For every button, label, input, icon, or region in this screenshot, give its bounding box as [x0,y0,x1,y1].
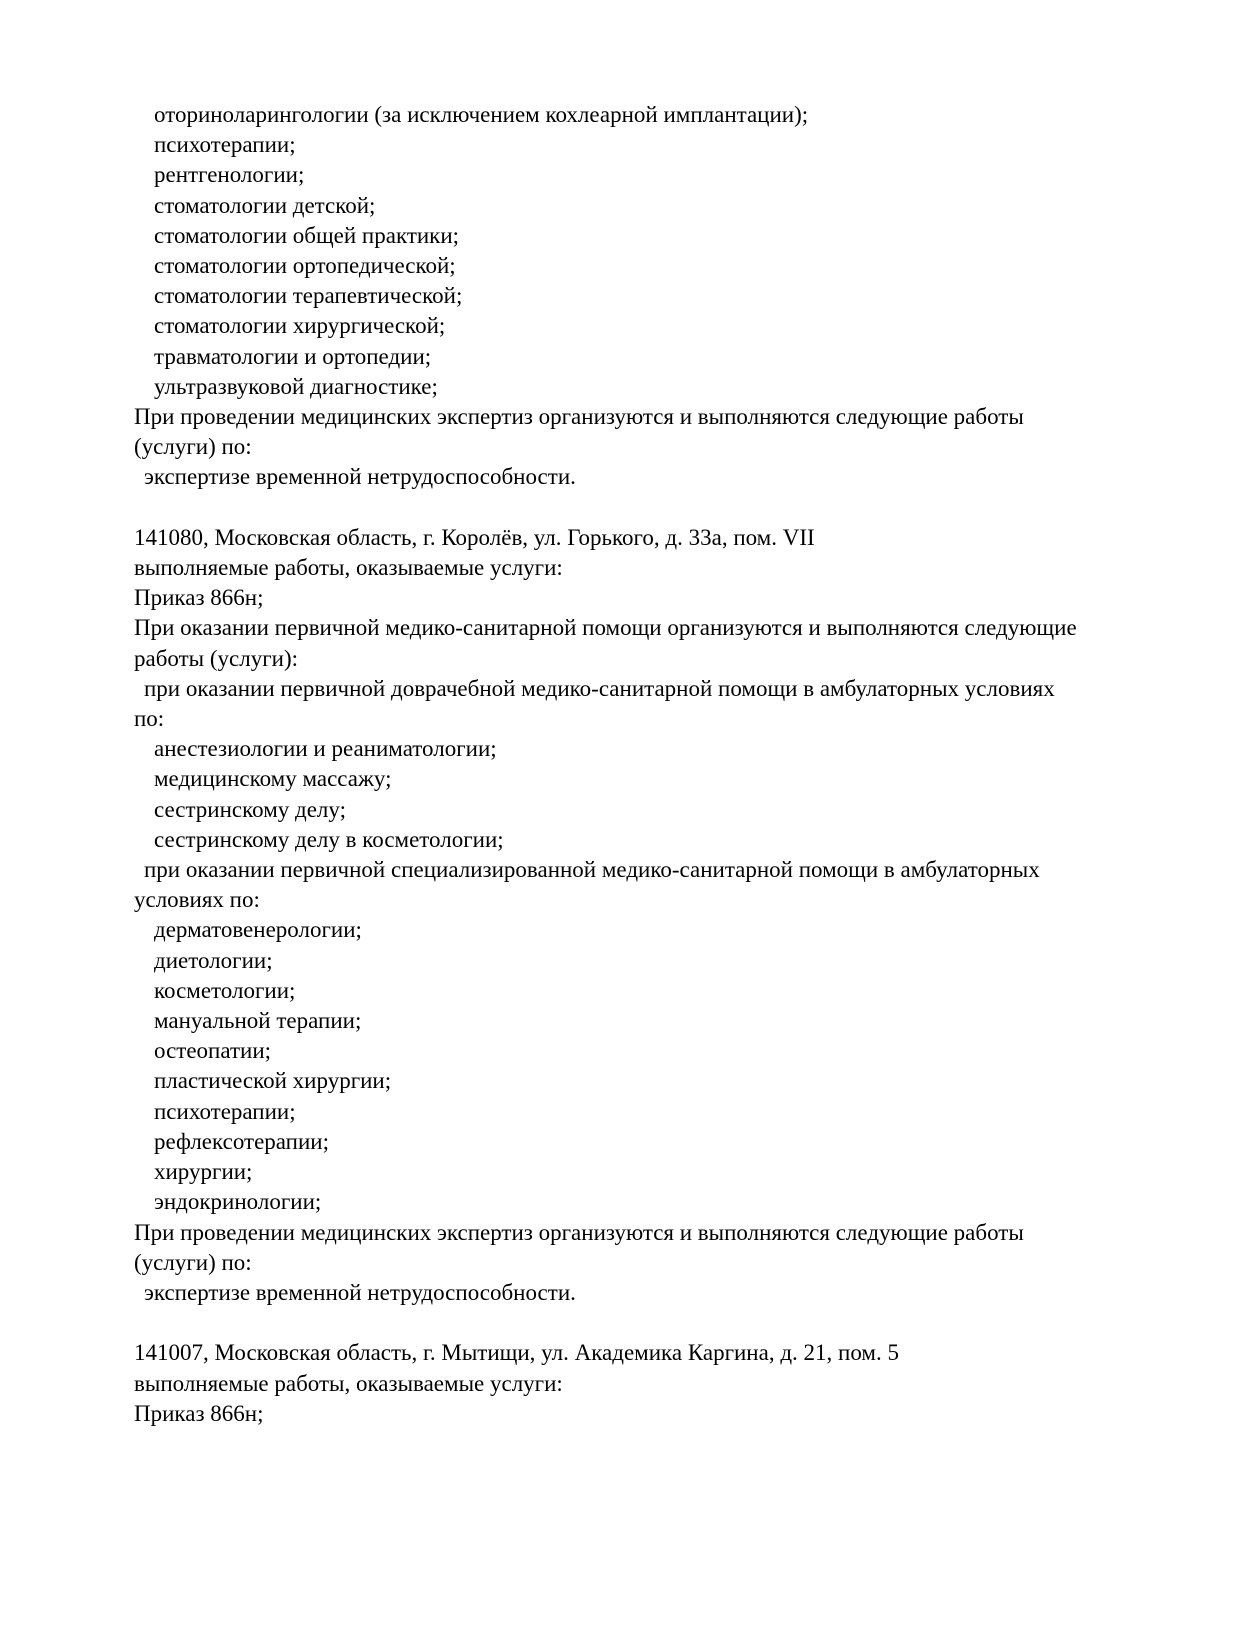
text-line: условиях по: [134,887,260,913]
blank-line [134,493,1166,523]
text-line: хирургии; [154,1159,253,1185]
text-line: стоматологии общей практики; [154,222,460,248]
text-line: экспертизе временной нетрудоспособности. [144,1279,576,1305]
text-line: медицинскому массажу; [154,766,392,792]
text-line: по: [134,706,165,732]
text-line: психотерапии; [154,1098,296,1124]
text-line: остеопатии; [154,1038,272,1064]
text-line: Приказ 866н; [134,1400,264,1426]
text-line: При проведении медицинских экспертиз организуются и выполняются следующие работы [134,404,1024,430]
text-line: при оказании первичной доврачебной медико-санитарной помощи в амбулаторных условиях [144,675,1055,701]
text-line: 141080, Московская область, г. Королёв, ул. Горького, д. 33а, пом. VII [134,524,815,550]
text-line: диетологии; [154,947,273,973]
text-line: эндокринологии; [154,1189,322,1215]
text-line: мануальной терапии; [154,1008,362,1034]
text-line: работы (услуги): [134,645,298,671]
text-line: ультразвуковой диагностике; [154,373,438,399]
text-line: (услуги) по: [134,1249,252,1275]
text-line: стоматологии детской; [154,192,376,218]
text-line: стоматологии терапевтической; [154,283,463,309]
text-line: Приказ 866н; [134,585,264,611]
text-line: При оказании первичной медико-санитарной помощи организуются и выполняются следующие [134,615,1077,641]
document-text-block [134,100,1166,1429]
blank-line [134,1308,1166,1338]
text-line: сестринскому делу; [154,796,346,822]
text-line: сестринскому делу в косметологии; [154,826,504,852]
text-line: рефлексотерапии; [154,1128,329,1154]
text-line: выполняемые работы, оказываемые услуги: [134,1370,563,1396]
text-line: При проведении медицинских экспертиз организуются и выполняются следующие работы [134,1219,1024,1245]
text-line: рентгенологии; [154,162,305,188]
text-line: психотерапии; [154,132,296,158]
text-line: стоматологии хирургической; [154,313,446,339]
text-line: анестезиологии и реаниматологии; [154,736,497,762]
text-line: выполняемые работы, оказываемые услуги: [134,555,563,581]
text-line: при оказании первичной специализированной медико-санитарной помощи в амбулаторных [144,857,1040,883]
text-line: травматологии и ортопедии; [154,343,432,369]
text-line: экспертизе временной нетрудоспособности. [144,464,576,490]
text-line: (услуги) по: [134,434,252,460]
text-line: оториноларингологии (за исключением кохлеарной имплантации); [154,102,809,127]
text-line: 141007, Московская область, г. Мытищи, ул. Академика Каргина, д. 21, пом. 5 [134,1340,899,1366]
text-line: пластической хирургии; [154,1068,392,1094]
text-line: дерматовенерологии; [154,917,362,943]
text-line: стоматологии ортопедической; [154,253,456,279]
text-line: косметологии; [154,977,296,1003]
